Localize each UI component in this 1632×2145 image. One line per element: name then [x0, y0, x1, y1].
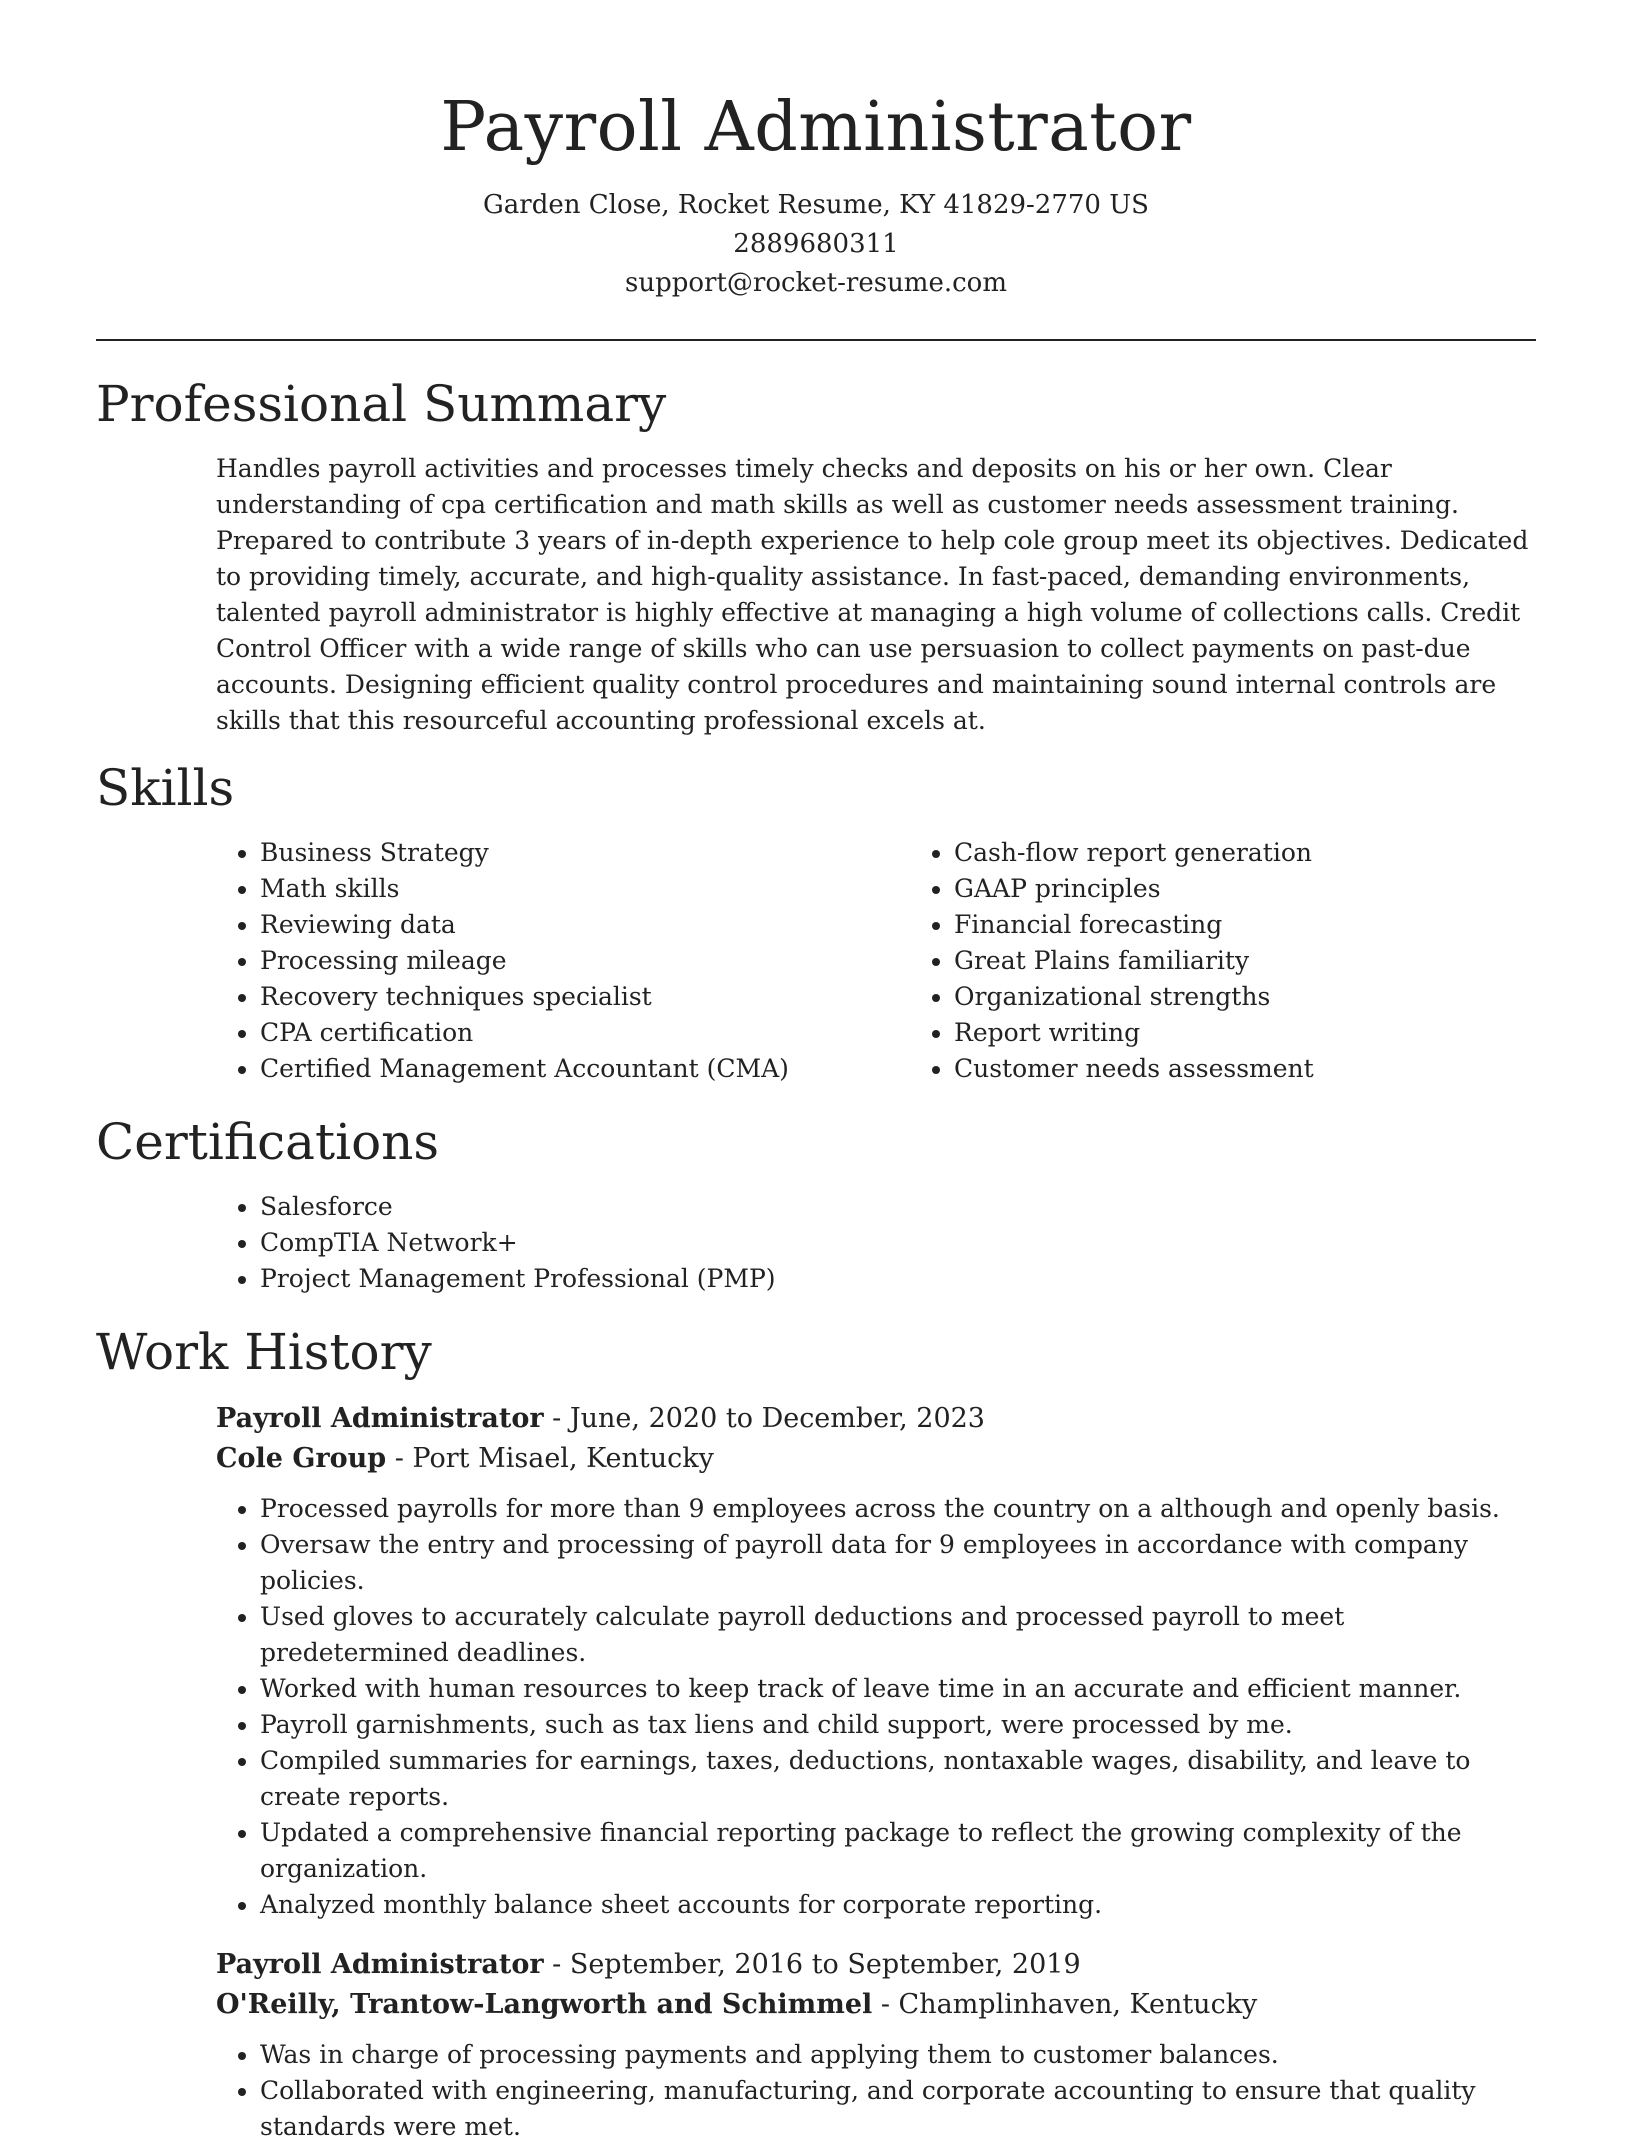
skill-item: • CPA certification: [260, 1015, 910, 1051]
skill-item: • Business Strategy: [260, 835, 910, 871]
certifications-section: [96, 1109, 1536, 1297]
skill-item: • Cash-flow report generation: [954, 835, 1536, 871]
job-company-line: [216, 1985, 1536, 2025]
skill-item: • Reviewing data: [260, 907, 910, 943]
job-duties-list: [216, 2037, 1536, 2145]
skill-item: • Certified Management Accountant (CMA): [260, 1051, 910, 1087]
job-role: Payroll Administrator: [216, 1949, 544, 1980]
contact-address: Garden Close, Rocket Resume, KY 41829-2770 US: [483, 190, 1149, 220]
job-company: Cole Group: [216, 1443, 387, 1474]
skill-item: • Recovery techniques specialist: [260, 979, 910, 1015]
job-title-line: [216, 1399, 1536, 1439]
skill-item: • Customer needs assessment: [954, 1051, 1536, 1087]
job-entry: [216, 1399, 1536, 1923]
skill-item: • Great Plains familiarity: [954, 943, 1536, 979]
job-title-line: [216, 1945, 1536, 1985]
certifications-heading: Certifications: [96, 1113, 440, 1171]
resume-header: [96, 84, 1536, 303]
job-entry: [216, 1945, 1536, 2145]
work-history-heading: Work History: [96, 1323, 432, 1381]
certification-item: • Project Management Professional (PMP): [260, 1261, 1536, 1297]
job-duty: • Was in charge of processing payments and applying them to customer balances.: [260, 2037, 1536, 2073]
job-dates: - September, 2016 to September, 2019: [543, 1949, 1081, 1980]
job-duty: • Used gloves to accurately calculate payroll deductions and processed payroll to meet predetermined deadlines.: [260, 1599, 1536, 1671]
skills-grid: [216, 835, 1536, 1087]
job-location: - Port Misael, Kentucky: [386, 1443, 714, 1474]
skill-item: • Math skills: [260, 871, 910, 907]
job-duty: • Payroll garnishments, such as tax liens and child support, were processed by me.: [260, 1707, 1536, 1743]
job-duty: • Analyzed monthly balance sheet accounts for corporate reporting.: [260, 1887, 1536, 1923]
job-duty: • Compiled summaries for earnings, taxes, deductions, nontaxable wages, disability, and leave to create reports.: [260, 1743, 1536, 1815]
job-company: O'Reilly, Trantow-Langworth and Schimmel: [216, 1989, 873, 2020]
job-role: Payroll Administrator: [216, 1403, 544, 1434]
header-divider: [96, 339, 1536, 341]
contact-block: [96, 186, 1536, 303]
job-location: - Champlinhaven, Kentucky: [872, 1989, 1258, 2020]
skills-heading: Skills: [96, 759, 235, 817]
job-company-line: [216, 1439, 1536, 1479]
contact-email: support@rocket-resume.com: [624, 268, 1007, 298]
skill-item: • GAAP principles: [954, 871, 1536, 907]
job-duty: • Worked with human resources to keep track of leave time in an accurate and efficient manner.: [260, 1671, 1536, 1707]
certification-item: • CompTIA Network+: [260, 1225, 1536, 1261]
summary-section: [96, 371, 1536, 739]
skills-column-left: [216, 835, 910, 1087]
skill-item: • Processing mileage: [260, 943, 910, 979]
job-duty: • Updated a comprehensive financial reporting package to reflect the growing complexity of the organization.: [260, 1815, 1536, 1887]
contact-phone: 2889680311: [733, 229, 899, 259]
job-dates: - June, 2020 to December, 2023: [543, 1403, 985, 1434]
work-history-section: [96, 1319, 1536, 2145]
skill-item: • Financial forecasting: [954, 907, 1536, 943]
job-duty: • Oversaw the entry and processing of payroll data for 9 employees in accordance with company policies.: [260, 1527, 1536, 1599]
skills-section: [96, 755, 1536, 1087]
job-duties-list: [216, 1491, 1536, 1923]
certification-item: • Salesforce: [260, 1189, 1536, 1225]
skill-item: • Organizational strengths: [954, 979, 1536, 1015]
job-duty: • Collaborated with engineering, manufacturing, and corporate accounting to ensure that quality standards were met.: [260, 2073, 1536, 2145]
skills-column-right: [910, 835, 1536, 1087]
candidate-name: Payroll Administrator: [440, 88, 1192, 167]
certifications-list: [216, 1189, 1536, 1297]
skill-item: • Report writing: [954, 1015, 1536, 1051]
summary-text: Handles payroll activities and processes timely checks and deposits on his or her own. Clear understanding of cpa certification and math skills as well as customer needs assessment training. Prepared to contribute 3 years of in-depth experience to help cole group meet its objectives. Dedicated to providing timely, accurate, and high-quality assistance. In fast-paced, demanding environments, talented payroll administrator is highly effective at managing a high volume of collections calls. Credit Control Officer with a wide range of skills who can use persuasion to collect payments on past-due accounts. Designing efficient quality control procedures and maintaining sound internal controls are skills that this resourceful accounting professional excels at.: [216, 454, 1529, 735]
job-duty: • Processed payrolls for more than 9 employees across the country on a although and openly basis.: [260, 1491, 1536, 1527]
summary-heading: Professional Summary: [96, 375, 667, 433]
